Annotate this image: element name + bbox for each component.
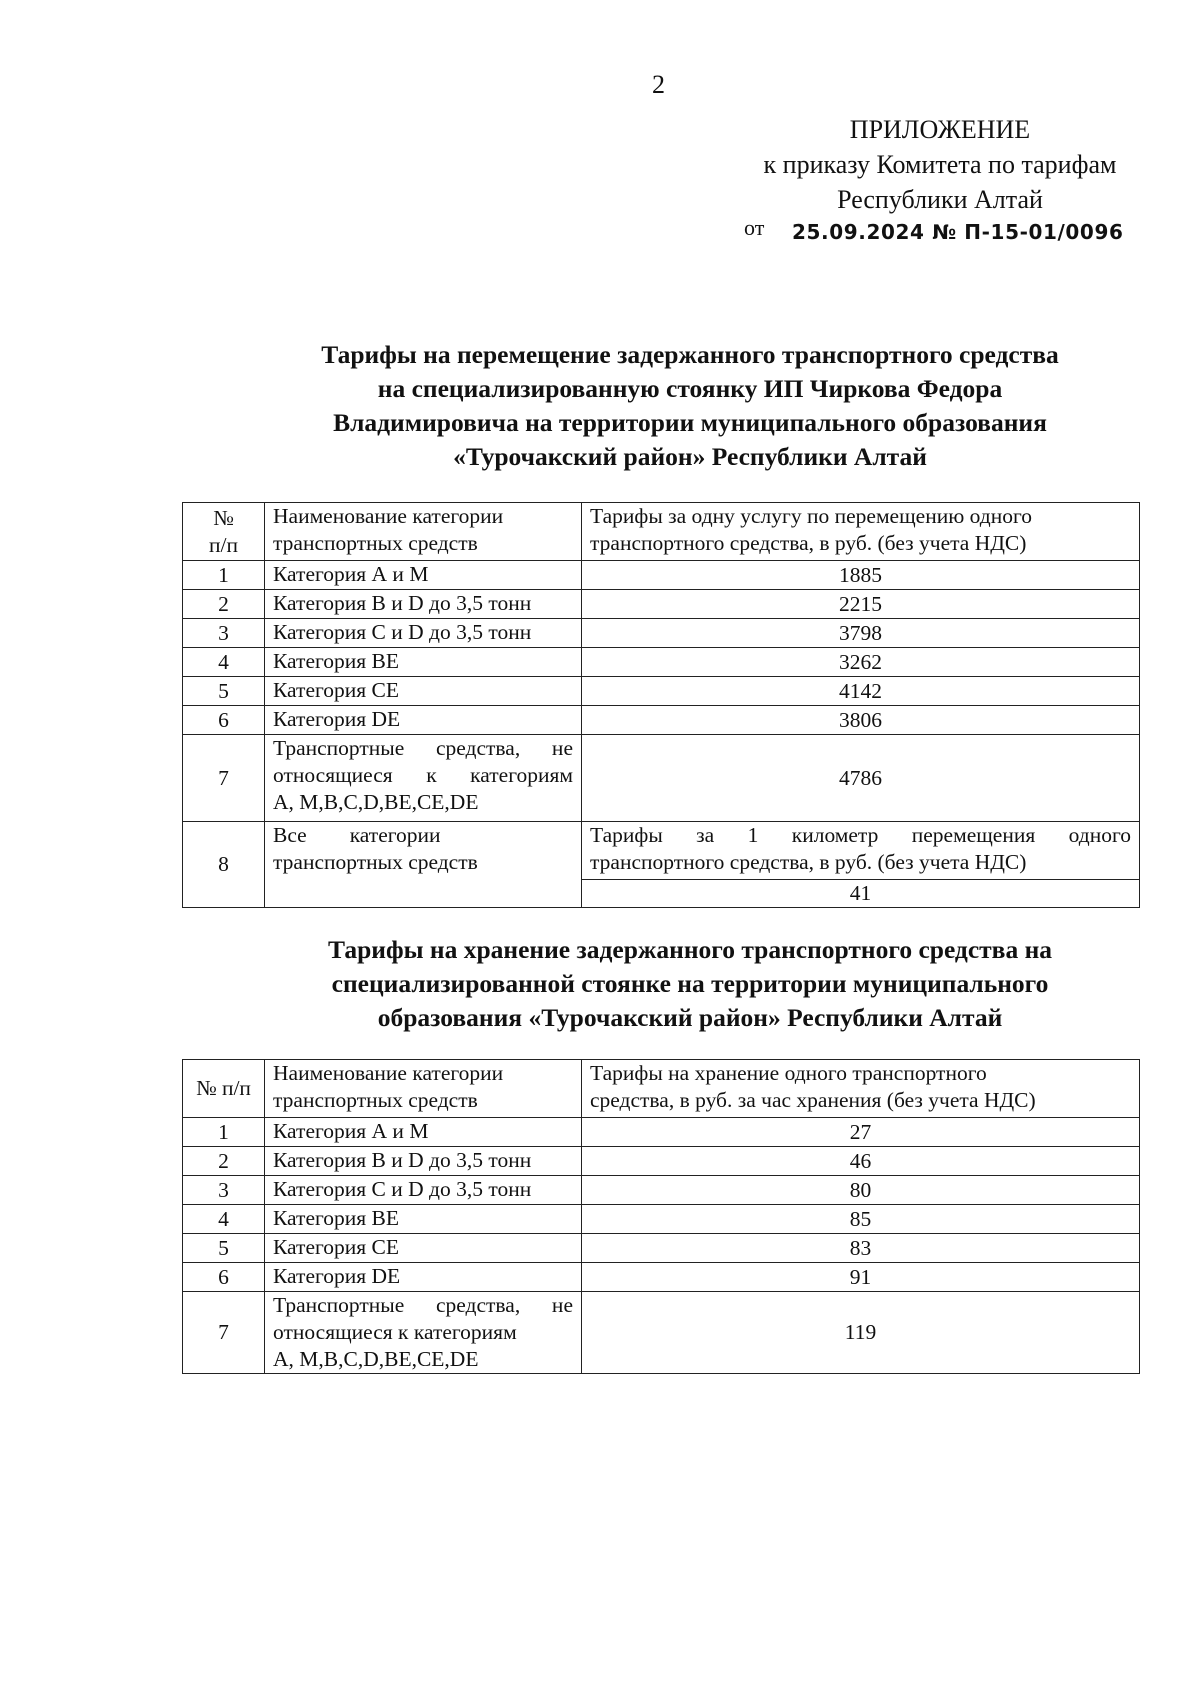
row-value: 4786 — [582, 735, 1140, 822]
row-num: 5 — [183, 677, 265, 706]
row-num: 7 — [183, 735, 265, 822]
order-date-number: 25.09.2024 № П-15-01/0096 — [792, 220, 1124, 244]
title-line: образования «Турочакский район» Республики Алтай — [377, 1003, 1003, 1032]
row-num: 3 — [183, 619, 265, 648]
row-num: 3 — [183, 1176, 265, 1205]
row-name: Транспортные средства, не относящиеся к категориям А, М,В,С,D,ВЕ,СЕ,DE — [265, 735, 582, 822]
row-name: Категория DE — [265, 1263, 582, 1292]
row-value: 3806 — [582, 706, 1140, 735]
title-line: Владимировича на территории муниципального образования — [333, 408, 1047, 437]
header-num: № п/п — [183, 503, 265, 561]
header-tariff: Тарифы за одну услугу по перемещению одного транспортного средства, в руб. (без учета НДС) — [582, 503, 1140, 561]
row-name: Категория С и D до 3,5 тонн — [265, 619, 582, 648]
row-name: Все категории транспортных средств — [265, 822, 582, 908]
table-row — [183, 1234, 1140, 1263]
table-row — [183, 1147, 1140, 1176]
row-value: 3262 — [582, 648, 1140, 677]
row-name: Категория А и М — [265, 1118, 582, 1147]
row-name: Категория ВЕ — [265, 648, 582, 677]
table-header-row — [183, 1060, 1140, 1118]
row-value: 46 — [582, 1147, 1140, 1176]
section1-title — [190, 338, 1190, 474]
table-row — [183, 561, 1140, 590]
title-line: специализированной стоянке на территории муниципального — [331, 969, 1049, 998]
row-name: Транспортные средства, не относящиеся к категориям А, М,В,С,D,ВЕ,СЕ,DE — [265, 1292, 582, 1374]
table-header-row — [183, 503, 1140, 561]
row-num: 5 — [183, 1234, 265, 1263]
km-tariff-header: Тарифы за 1 километр перемещения одного транспортного средства, в руб. (без учета НДС) — [582, 822, 1140, 880]
title-line: Тарифы на хранение задержанного транспортного средства на — [327, 935, 1053, 964]
table-row — [183, 1205, 1140, 1234]
row-num: 4 — [183, 1205, 265, 1234]
row-value: 85 — [582, 1205, 1140, 1234]
table-row — [183, 1176, 1140, 1205]
row-value: 3798 — [582, 619, 1140, 648]
row-num: 8 — [183, 822, 265, 908]
title-line: «Турочакский район» Республики Алтай — [453, 442, 927, 471]
table-row — [183, 706, 1140, 735]
row-num: 1 — [183, 1118, 265, 1147]
row-value: 83 — [582, 1234, 1140, 1263]
row-name: Категория ВЕ — [265, 1205, 582, 1234]
page-number: 2 — [652, 70, 665, 99]
row-num: 6 — [183, 706, 265, 735]
relocation-tariffs-table — [182, 502, 1140, 908]
row-name: Категория А и М — [265, 561, 582, 590]
row-name: Категория СЕ — [265, 677, 582, 706]
row-name: Категория СЕ — [265, 1234, 582, 1263]
row-name: Категория В и D до 3,5 тонн — [265, 590, 582, 619]
table-row — [183, 1118, 1140, 1147]
row-num: 7 — [183, 1292, 265, 1374]
storage-tariffs-table — [182, 1059, 1140, 1374]
header-num: № п/п — [183, 1060, 265, 1118]
table-row — [183, 619, 1140, 648]
row-value: 1885 — [582, 561, 1140, 590]
appendix-line: к приказу Комитета по тарифам — [763, 150, 1117, 179]
title-line: Тарифы на перемещение задержанного транспортного средства — [321, 340, 1059, 369]
row-value: 4142 — [582, 677, 1140, 706]
row-num: 1 — [183, 561, 265, 590]
table-row — [183, 822, 1140, 880]
title-line: на специализированную стоянку ИП Чиркова Федора — [377, 374, 1003, 403]
table-row — [183, 1292, 1140, 1374]
appendix-line: Республики Алтай — [837, 185, 1043, 214]
table-row — [183, 648, 1140, 677]
table-row — [183, 1263, 1140, 1292]
row-name: Категория DE — [265, 706, 582, 735]
header-name: Наименование категории транспортных средств — [265, 1060, 582, 1118]
row-value: 119 — [582, 1292, 1140, 1374]
row-num: 6 — [183, 1263, 265, 1292]
appendix-block — [740, 112, 1140, 217]
header-tariff: Тарифы на хранение одного транспортного средства, в руб. за час хранения (без учета НДС) — [582, 1060, 1140, 1118]
row-value: 2215 — [582, 590, 1140, 619]
from-label: от — [744, 215, 765, 240]
row-num: 4 — [183, 648, 265, 677]
table-row — [183, 735, 1140, 822]
row-num: 2 — [183, 590, 265, 619]
row-name: Категория В и D до 3,5 тонн — [265, 1147, 582, 1176]
table-row — [183, 590, 1140, 619]
table-row — [183, 677, 1140, 706]
row-value: 41 — [582, 880, 1140, 908]
row-value: 91 — [582, 1263, 1140, 1292]
row-value: 27 — [582, 1118, 1140, 1147]
row-num: 2 — [183, 1147, 265, 1176]
header-name: Наименование категории транспортных средств — [265, 503, 582, 561]
row-value: 80 — [582, 1176, 1140, 1205]
appendix-title: ПРИЛОЖЕНИЕ — [849, 115, 1031, 144]
row-name: Категория С и D до 3,5 тонн — [265, 1176, 582, 1205]
section2-title — [190, 933, 1190, 1035]
